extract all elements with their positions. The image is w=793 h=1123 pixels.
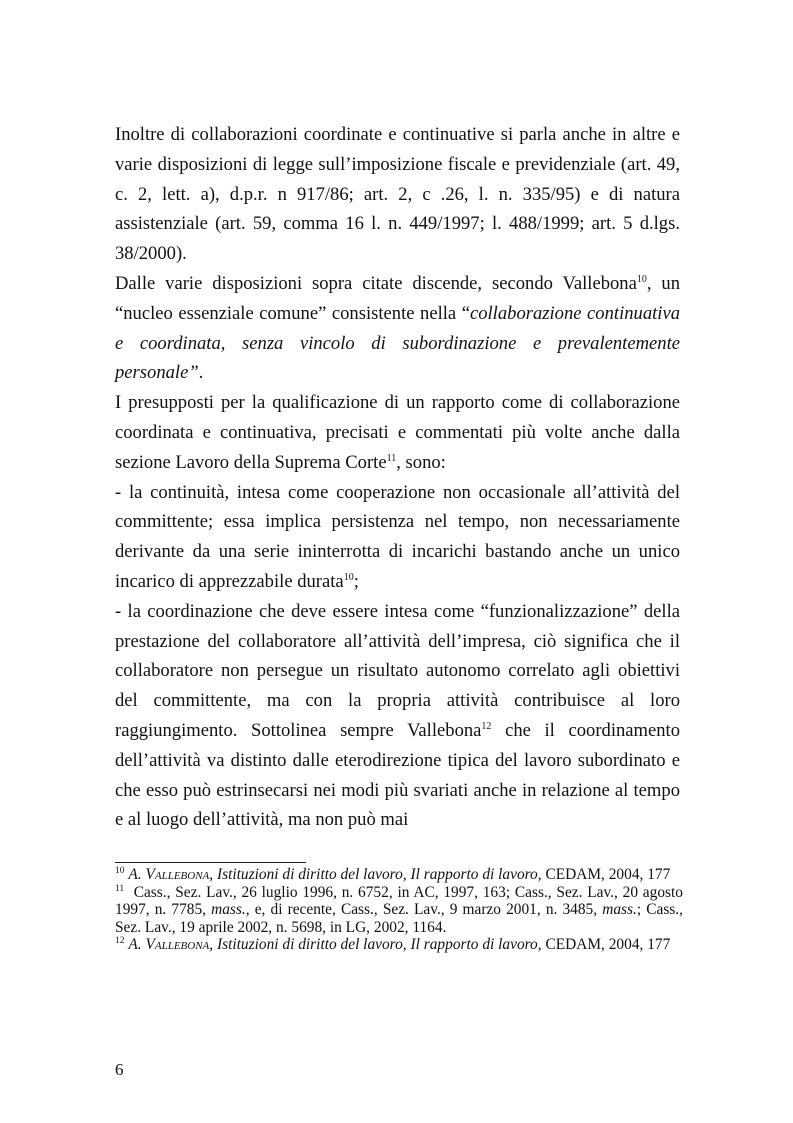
footnotes (115, 866, 683, 954)
footnote-separator (115, 862, 306, 863)
italic-quote: collaborazione continuativa e coordinata, senza vincolo di subordinazione e prevalentemente personale” (115, 302, 681, 384)
footnote-ref-12: 12 (481, 720, 492, 732)
footnote-11: $^{11}$ Cass., Sez. Lav., 26 luglio 1996, n. 6752, in AC, 1997, 163; Cass., Sez. Lav., 20 agosto 1997, n. 7785, mass., e, di recente, Cass., Sez. Lav., 9 marzo 2001, n. 3485, mass.; Cass., Sez. Lav., 19 aprile 2002, n. 5698, in LG, 2002, 1164. (115, 883, 683, 936)
paragraph-nucleo: Dalle varie disposizioni sopra citate discende, secondo Vallebona$^{10}$, un “nucleo essenziale comune” consistente nella “collaborazione continuativa e coordinata, senza vincolo di subordinazione e prevalentemente personale”. (115, 272, 681, 384)
footnote-ref-10: 10 (636, 273, 647, 285)
footnote-ref-11: 11 (386, 452, 397, 464)
page-number: 6 (115, 1060, 124, 1079)
body-text (115, 120, 680, 835)
paragraph-coordinazione: - la coordinazione che deve essere intesa come “funzionalizzazione” della prestazione del collaboratore all’attività dell’impresa, ciò significa che il collaboratore non persegue un risultato autonomo correlato agli obiettivi del committente, ma con la propria attività contribuisce al loro raggiungimento. Sottolinea sempre Vallebona$^{12}$ che il coordinamento dell’attività va distinto dalle eterodirezione tipica del lavoro subordinato e che esso può estrinsecarsi nei modi più svariati anche in relazione al tempo e al luogo dell’attività, ma non può mai (115, 600, 681, 831)
paragraph-continuita: - la continuità, intesa come cooperazione non occasionale all’attività del committente; essa implica persistenza nel tempo, non necessariamente derivante da una serie ininterrotta di incarichi bastando anche un unico incarico di apprezzabile durata$^{10}$; (115, 481, 680, 592)
footnote-12: $^{12}$ A. Vallebona, Istituzioni di diritto del lavoro, Il rapporto di lavoro, CEDAM, 2004, 177 (115, 936, 671, 954)
paragraph-presupposti: I presupposti per la qualificazione di un rapporto come di collaborazione coordinata e continuativa, precisati e commentati più volte anche dalla sezione Lavoro della Suprema Corte$^{11}$, sono: (115, 392, 680, 473)
footnote-ref-10-second: 10 (343, 571, 354, 583)
footnote-10: $^{10}$ A. Vallebona, Istituzioni di diritto del lavoro, Il rapporto di lavoro, CEDAM, 2004, 177 (115, 866, 671, 883)
paragraph-intro: Inoltre di collaborazioni coordinate e continuative si parla anche in altre e varie disposizioni di legge sull’imposizione fiscale e previdenziale (art. 49, c. 2, lett. a), d.p.r. n 917/86; art. 2, c .26, l. n. 335/95) e di natura assistenziale (art. 59, comma 16 l. n. 449/1997; l. 488/1999; art. 5 d.lgs. 38/2000). (115, 124, 680, 265)
